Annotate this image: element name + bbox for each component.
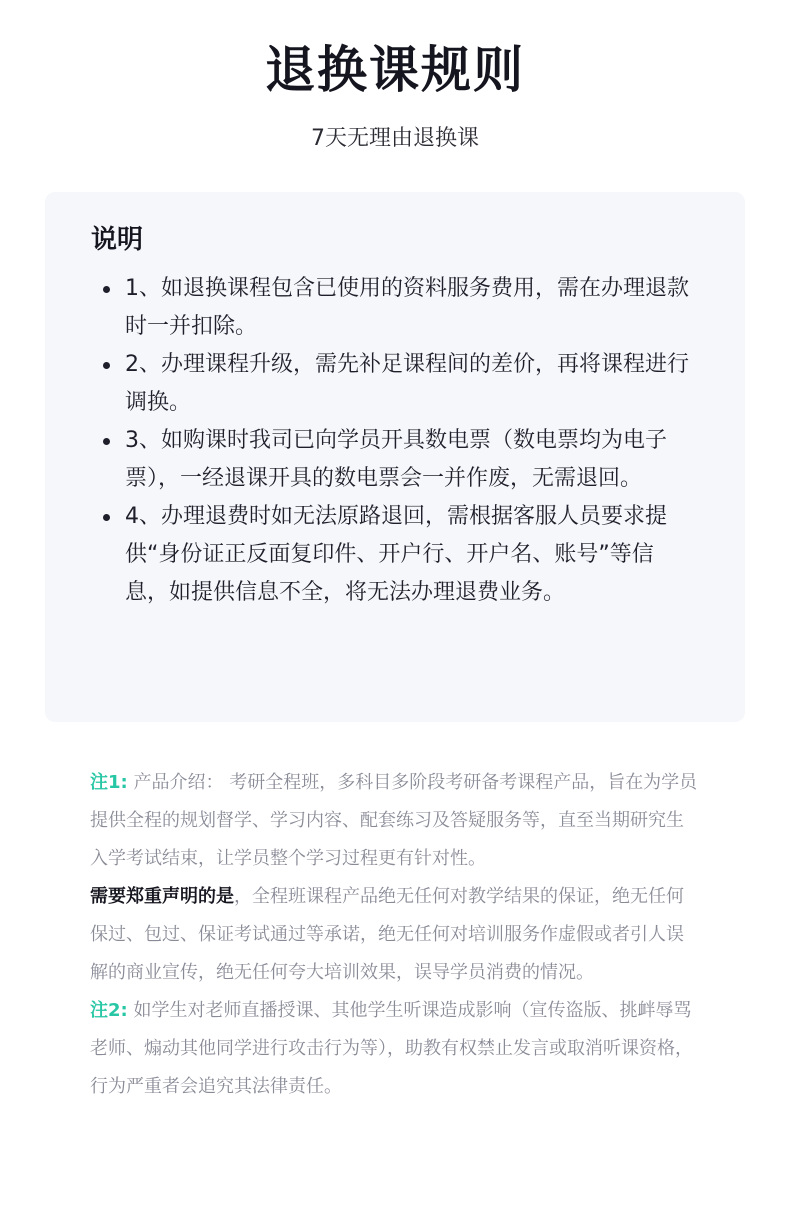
rule-text: 1、如退换课程包含已使用的资料服务费用，需在办理退款时一并扣除。 bbox=[125, 276, 689, 339]
list-item bbox=[91, 270, 695, 346]
note-1 bbox=[90, 764, 700, 878]
bullet-icon bbox=[103, 362, 110, 369]
note-2-text: 如学生对老师直播授课、其他学生听课造成影响（宣传盗版、挑衅辱骂老师、煽动其他同学进行攻击行为等），助教有权禁止发言或取消听课资格，行为严重者会追究其法律责任。 bbox=[90, 1000, 693, 1097]
list-item bbox=[91, 346, 695, 422]
page-title: 退换课规则 bbox=[265, 41, 525, 99]
bullet-icon bbox=[103, 514, 110, 521]
note-1-tag: 注1: bbox=[90, 772, 128, 793]
notes-section bbox=[90, 764, 700, 1106]
note-2-tag: 注2: bbox=[90, 1000, 128, 1021]
list-item bbox=[91, 498, 695, 612]
list-item bbox=[91, 422, 695, 498]
rule-text: 3、如购课时我司已向学员开具数电票（数电票均为电子票），一经退课开具的数电票会一并作废，无需退回。 bbox=[125, 428, 667, 491]
note-2 bbox=[90, 992, 700, 1106]
rules-heading: 说明 bbox=[91, 225, 144, 255]
page-subtitle: 7天无理由退换课 bbox=[311, 126, 479, 151]
bullet-icon bbox=[103, 286, 110, 293]
note-1-text: 产品介绍： 考研全程班，多科目多阶段考研备考课程产品，旨在为学员提供全程的规划督学、学习内容、配套练习及答疑服务等，直至当期研究生入学考试结束，让学员整个学习过程更有针对性。 bbox=[90, 772, 698, 869]
declaration-text: ，全程班课程产品绝无任何对教学结果的保证，绝无任何保过、包过、保证考试通过等承诺，绝无任何对培训服务作虚假或者引人误解的商业宣传，绝无任何夸大培训效果，误导学员消费的情况。 bbox=[90, 886, 684, 983]
declaration bbox=[90, 878, 700, 992]
declaration-strong: 需要郑重声明的是 bbox=[90, 886, 234, 907]
rules-list bbox=[91, 270, 695, 612]
page-header bbox=[0, 0, 790, 154]
bullet-icon bbox=[103, 438, 110, 445]
rule-text: 2、办理课程升级，需先补足课程间的差价，再将课程进行调换。 bbox=[125, 352, 689, 415]
rules-card bbox=[45, 192, 745, 722]
rule-text: 4、办理退费时如无法原路退回，需根据客服人员要求提供“身份证正反面复印件、开户行、开户名、账号”等信息，如提供信息不全，将无法办理退费业务。 bbox=[125, 504, 667, 605]
